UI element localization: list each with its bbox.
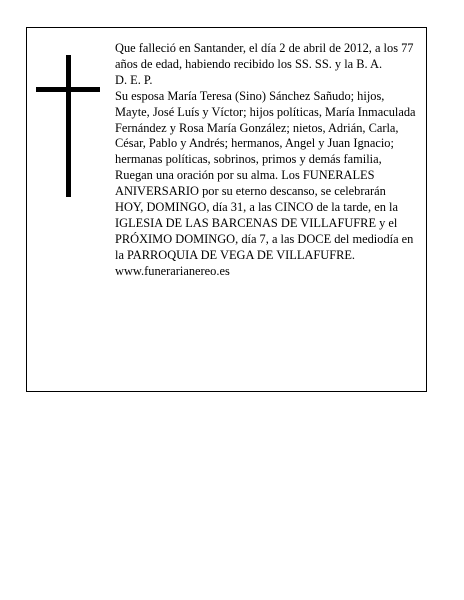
family-list: Su esposa María Teresa (Sino) Sánchez Sañudo; hijos, Mayte, José Luís y Víctor; hijos políticas, María Inmaculada Fernández y Rosa María González; nietos, Adrián, Carla, César, Pablo y Andrés; hermanos, Angel y Juan Ignacio; hermanas políticas, sobrinos, primos y demás familia, [115,88,416,167]
cross-icon [36,55,100,197]
cross-vertical-bar [66,55,71,197]
cross-horizontal-bar [36,87,100,92]
rip-line: D. E. P. [115,72,153,87]
death-statement: Que falleció en Santander, el día 2 de abril de 2012, a los 77 años de edad, habiendo recibido los SS. SS. y la B. A. [115,41,414,71]
obituary-notice [26,27,427,392]
funeral-details: Ruegan una oración por su alma. Los FUNERALES ANIVERSARIO por su eterno descanso, se celebrarán HOY, DOMINGO, día 31, a las CINCO de la tarde, en la IGLESIA DE LAS BARCENAS DE VILLAFUFRE y el PRÓXIMO DOMINGO, día 7, a las DOCE del mediodía en la PARROQUIA DE VEGA DE VILLAFUFRE. [115,168,414,262]
funeral-home-website: www.funerarianereo.es [115,263,230,278]
notice-text [115,41,417,280]
